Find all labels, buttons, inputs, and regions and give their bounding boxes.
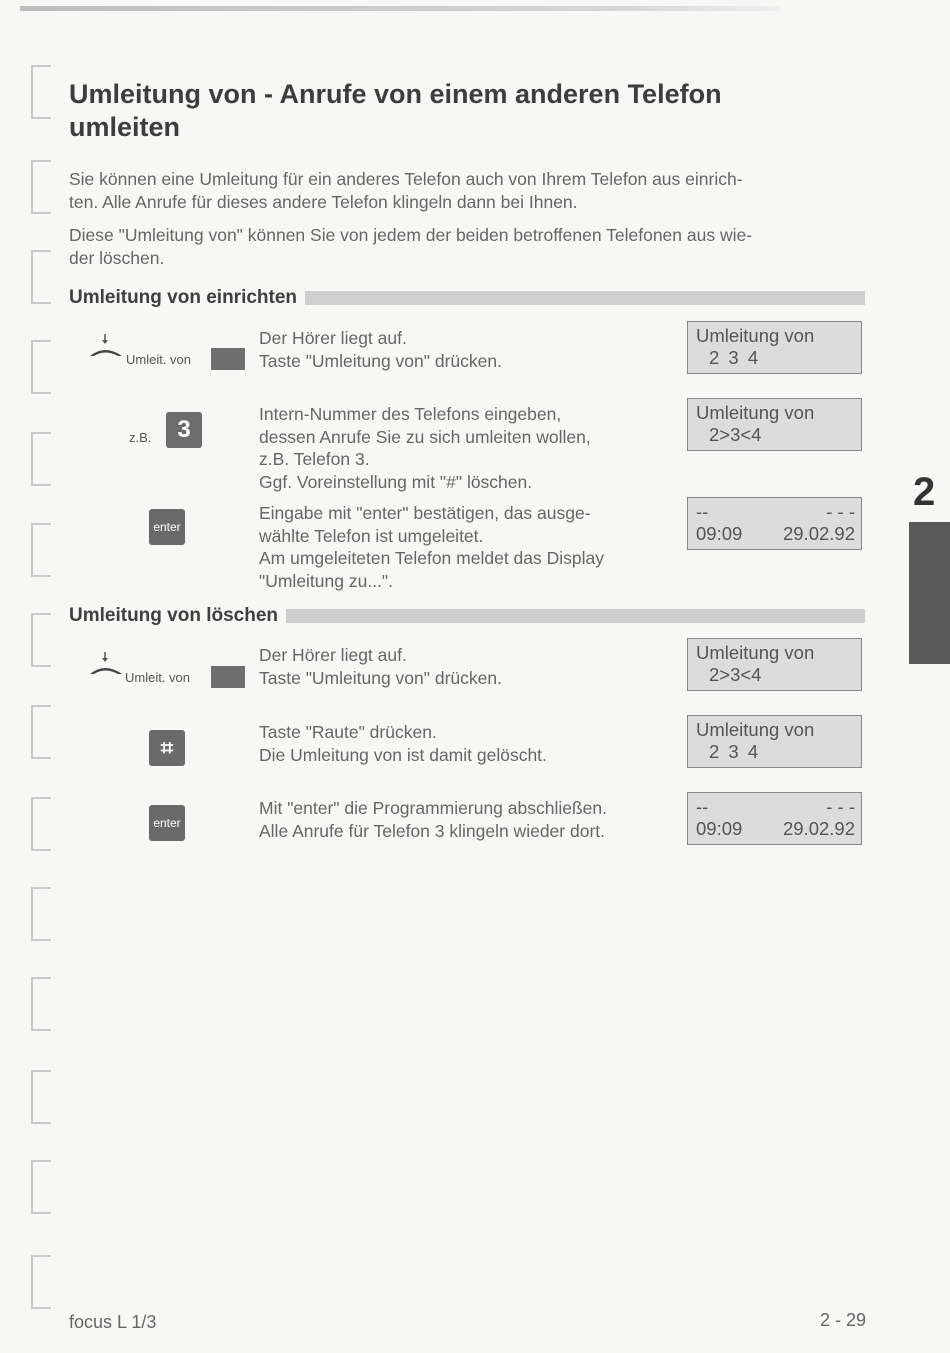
enter-key[interactable]: enter — [149, 509, 185, 545]
chapter-tab — [909, 522, 950, 664]
softkey-label: Umleit. von — [125, 670, 191, 685]
display-panel: Umleitung von 2>3<4 — [687, 398, 862, 451]
handset-icon — [88, 650, 128, 676]
display-panel: Umleitung von 2 3 4 — [687, 321, 862, 374]
intro-paragraph-2: Diese "Umleitung von" können Sie von jedem der beiden betroffenen Telefonen aus wie- der löschen. — [69, 225, 753, 268]
display-panel: -- - - - 09:09 29.02.92 — [687, 497, 862, 550]
section-heading-einrichten: Umleitung von einrichten — [69, 287, 865, 309]
step-text: Der Hörer liegt auf. Taste "Umleitung von" drücken. — [259, 645, 502, 688]
umleitung-von-softkey[interactable] — [211, 666, 245, 688]
umleitung-von-softkey[interactable] — [211, 348, 245, 370]
step-text: Intern-Nummer des Telefons eingeben, dessen Anrufe Sie zu sich umleiten wollen, z.B. Telefon 3. Ggf. Voreinstellung mit "#" löschen. — [259, 404, 591, 492]
display-panel: Umleitung von 2>3<4 — [687, 638, 862, 691]
example-prefix: z.B. — [129, 430, 152, 445]
step-text: Der Hörer liegt auf. Taste "Umleitung von" drücken. — [259, 328, 502, 371]
step-text: Eingabe mit "enter" bestätigen, das ausge- wählte Telefon ist umgeleitet. Am umgeleiteten Telefon meldet das Display "Umleitung zu...". — [259, 503, 605, 591]
step-text: Mit "enter" die Programmierung abschließen. Alle Anrufe für Telefon 3 klingeln wieder dort. — [259, 798, 607, 841]
intro-paragraph-1: Sie können eine Umleitung für ein anderes Telefon auch von Ihrem Telefon aus einrich- ten. Alle Anrufe für dieses andere Telefon klingeln dann bei Ihnen. — [69, 169, 743, 212]
enter-key[interactable]: enter — [149, 805, 185, 841]
top-rule — [20, 6, 780, 11]
display-panel: Umleitung von 2 3 4 — [687, 715, 862, 768]
margin-marks — [31, 65, 53, 1315]
hash-key[interactable]: ⌗ — [149, 730, 185, 766]
page-title: Umleitung von - Anrufe von einem anderen Telefon umleiten — [69, 79, 722, 142]
footer-model: focus L 1/3 — [69, 1312, 157, 1332]
page-number: 2 - 29 — [820, 1310, 867, 1330]
digit-3-key[interactable]: 3 — [166, 412, 202, 448]
chapter-number: 2 — [913, 470, 936, 514]
softkey-label: Umleit. von — [126, 352, 192, 367]
section-heading-loeschen: Umleitung von löschen — [69, 605, 865, 627]
handset-icon — [88, 332, 128, 358]
step-text: Taste "Raute" drücken. Die Umleitung von ist damit gelöscht. — [259, 722, 547, 765]
display-panel: -- - - - 09:09 29.02.92 — [687, 792, 862, 845]
